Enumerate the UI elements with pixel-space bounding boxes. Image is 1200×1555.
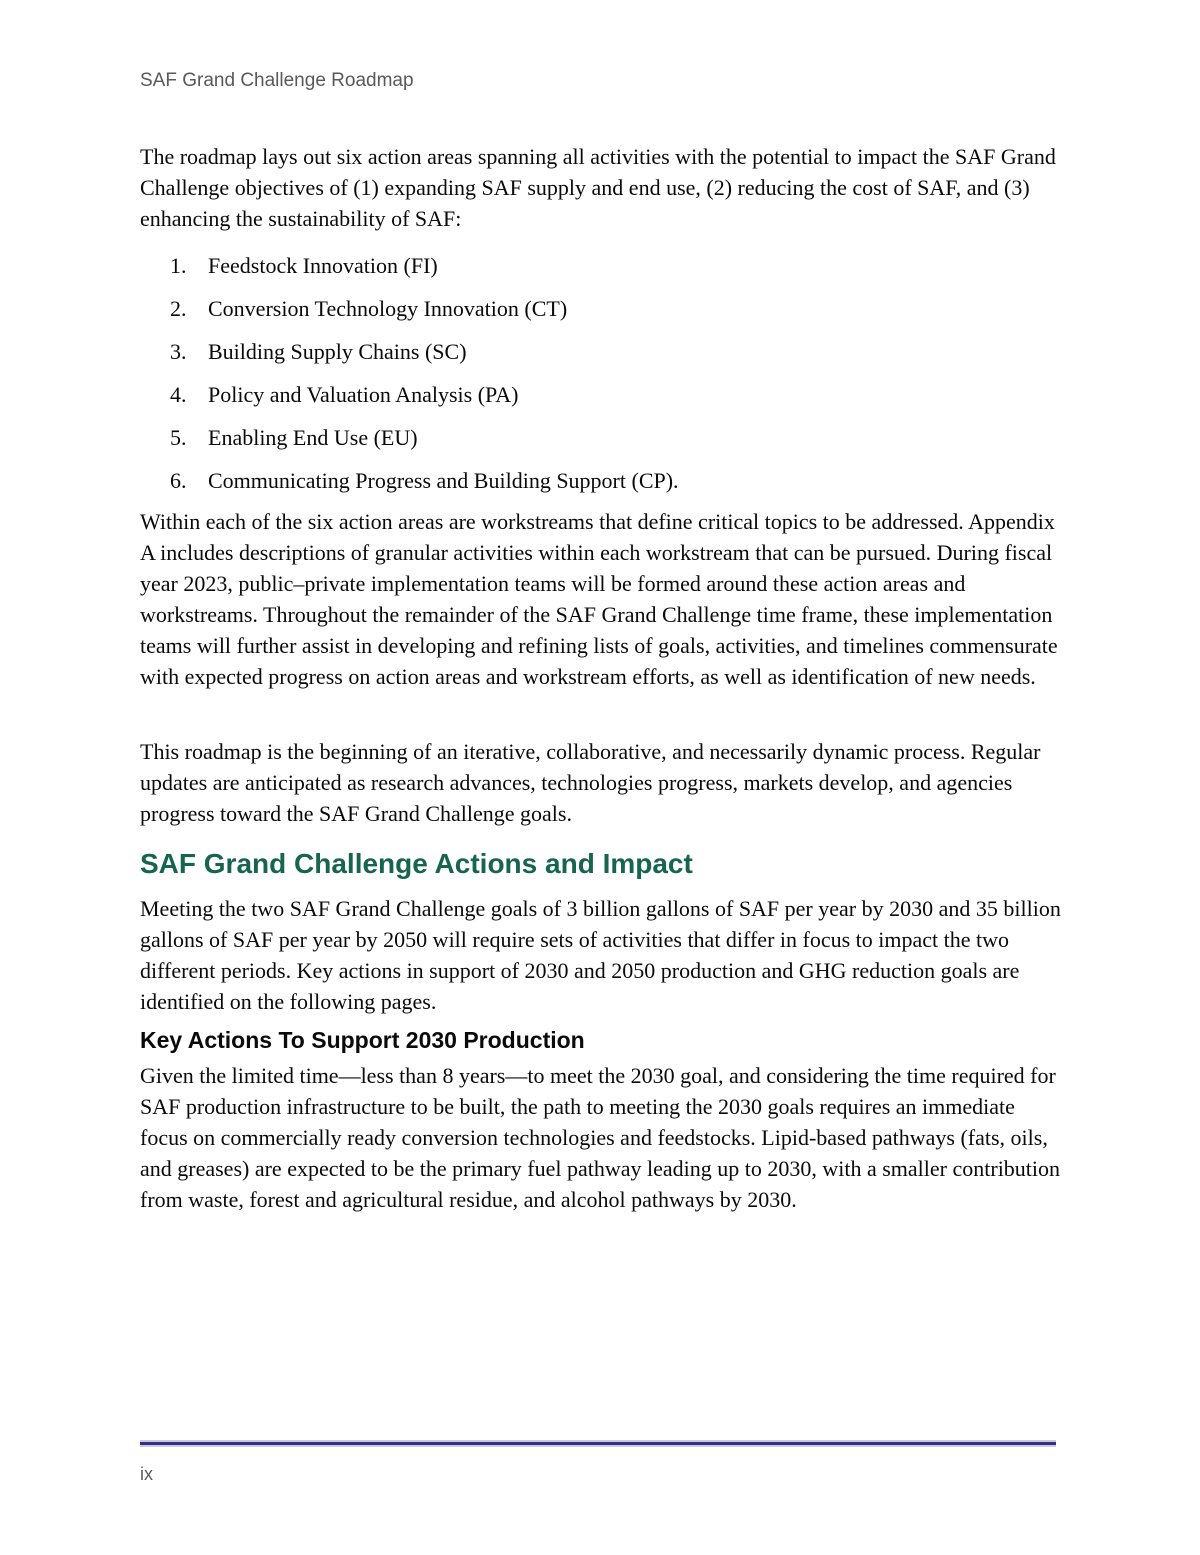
list-item <box>140 422 1062 453</box>
iterative-process-paragraph: This roadmap is the beginning of an iterative, collaborative, and necessarily dynamic process. Regular updates are anticipated as research advances, technologies progress, markets develop, and agencies progress toward the SAF Grand Challenge goals. <box>140 739 1041 826</box>
list-item-number: 6. <box>170 468 187 493</box>
list-item <box>140 379 1062 410</box>
list-item-label: Conversion Technology Innovation (CT) <box>208 296 568 321</box>
footer-divider-rule <box>140 1440 1056 1447</box>
workstreams-paragraph: Within each of the six action areas are workstreams that define critical topics to be addressed. Appendix A includes descriptions of granular activities within each workstream that can be pursued. During fiscal year 2023, public–private implementation teams will be formed around these action areas and workstreams. Throughout the remainder of the SAF Grand Challenge time frame, these implementation teams will further assist in developing and refining lists of goals, activities, and timelines commensurate with expected progress on action areas and workstream efforts, as well as identification of new needs. <box>140 509 1058 689</box>
subsection-paragraph: Given the limited time—less than 8 years—to meet the 2030 goal, and considering the time required for SAF production infrastructure to be built, the path to meeting the 2030 goals requires an immediate focus on commercially ready conversion technologies and feedstocks. Lipid-based pathways (fats, oils, and greases) are expected to be the primary fuel pathway leading up to 2030, with a smaller contribution from waste, forest and agricultural residue, and alcohol pathways by 2030. <box>140 1063 1061 1212</box>
subsection-heading-2030-production: Key Actions To Support 2030 Production <box>140 1027 585 1053</box>
list-item-number: 1. <box>170 253 187 278</box>
list-item-label: Policy and Valuation Analysis (PA) <box>208 382 519 407</box>
list-item-number: 4. <box>170 382 187 407</box>
list-item-label: Communicating Progress and Building Support (CP). <box>208 468 679 493</box>
list-item-label: Feedstock Innovation (FI) <box>208 253 438 278</box>
list-item-label: Enabling End Use (EU) <box>208 425 418 450</box>
list-item <box>140 465 1062 496</box>
section-heading-actions-and-impact: SAF Grand Challenge Actions and Impact <box>140 848 693 879</box>
list-item <box>140 293 1062 324</box>
section-paragraph: Meeting the two SAF Grand Challenge goals of 3 billion gallons of SAF per year by 2030 and 35 billion gallons of SAF per year by 2050 will require sets of activities that differ in focus to impact the two different periods. Key actions in support of 2030 and 2050 production and GHG reduction goals are identified on the following pages. <box>140 896 1061 1014</box>
list-item <box>140 250 1062 281</box>
action-areas-list <box>140 250 1062 496</box>
page-number: ix <box>140 1464 153 1484</box>
list-item-number: 5. <box>170 425 187 450</box>
list-item-number: 2. <box>170 296 187 321</box>
running-header: SAF Grand Challenge Roadmap <box>140 70 414 91</box>
list-item-number: 3. <box>170 339 187 364</box>
intro-paragraph: The roadmap lays out six action areas spanning all activities with the potential to impact the SAF Grand Challenge objectives of (1) expanding SAF supply and end use, (2) reducing the cost of SAF, and (3) enhancing the sustainability of SAF: <box>140 144 1056 231</box>
list-item-label: Building Supply Chains (SC) <box>208 339 467 364</box>
list-item <box>140 336 1062 367</box>
